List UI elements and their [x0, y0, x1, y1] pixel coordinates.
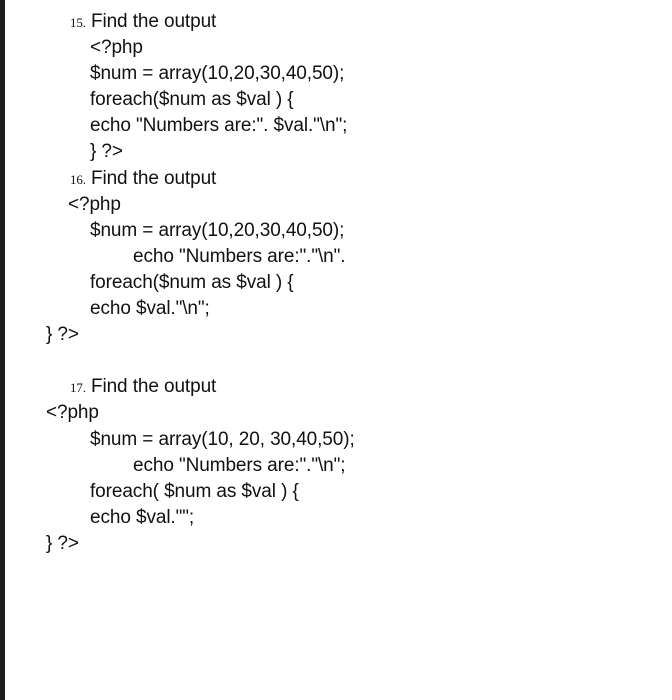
code-line: $num = array(10, 20, 30,40,50); — [90, 429, 355, 450]
question-number: 16. — [70, 172, 86, 187]
question-16-heading — [70, 167, 216, 192]
code-line: <?php — [68, 194, 121, 215]
question-title: Find the output — [90, 168, 217, 189]
question-number: 17. — [70, 380, 86, 395]
code-line: foreach( $num as $val ) { — [90, 481, 299, 502]
code-line: echo "Numbers are:"."\n". — [133, 246, 346, 267]
code-line: $num = array(10,20,30,40,50); — [90, 63, 345, 84]
code-line: } ?> — [46, 324, 79, 345]
code-line: $num = array(10,20,30,40,50); — [90, 220, 345, 241]
code-line: echo "Numbers are:"."\n"; — [133, 455, 346, 476]
code-line: <?php — [46, 402, 99, 423]
question-number: 15. — [70, 15, 86, 30]
code-line: echo $val.""; — [90, 507, 195, 528]
question-title: Find the output — [90, 376, 217, 397]
page-edge — [0, 0, 5, 700]
code-line: } ?> — [46, 533, 79, 554]
code-line: foreach($num as $val ) { — [90, 89, 294, 110]
code-line: echo "Numbers are:". $val."\n"; — [90, 115, 348, 136]
question-title: Find the output — [90, 11, 217, 32]
question-17-heading — [70, 375, 216, 400]
code-line: foreach($num as $val ) { — [90, 272, 294, 293]
question-15-heading — [70, 10, 216, 35]
code-line: } ?> — [90, 141, 123, 162]
code-line: echo $val."\n"; — [90, 298, 210, 319]
code-line: <?php — [90, 37, 143, 58]
